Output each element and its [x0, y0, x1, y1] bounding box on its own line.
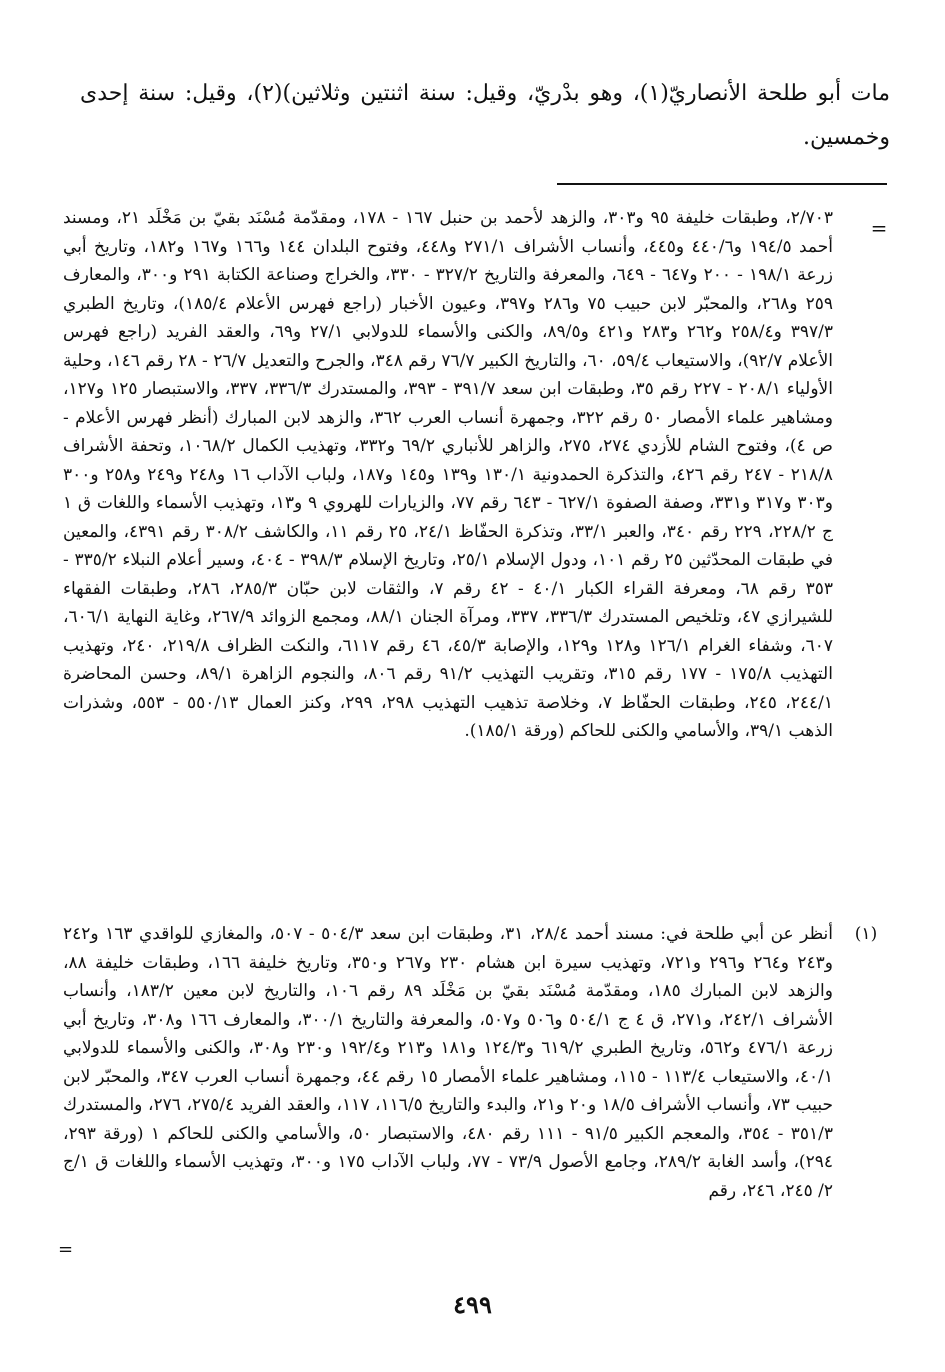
footnote-1-text: أنظر عن أبي طلحة في: مسند أحمد ٢٨/٤، ٣١، وطبقات ابن سعد ٥٠٤/٣ - ٥٠٧، والمغازي للواقدي ١٦٣ و٢٤٢ و٢٤٣ و٢٦٤ و٢٩٦ و٧٢١، وتهذيب سيرة ابن هشام ٢٣٠ و٢٦٧ و٣٥٠، وتاريخ خليفة ١٦٦، وطبقات خليفة ٨٨، والزهد لابن المبارك ١٨٥، ومقدّمة مُسْنَد بقيّ بن مَخْلَد ٨٩ رقم ١٠٦، والتاريخ لابن معين ١٨٣/٢، وأنساب الأشراف ٢٤٢/١، و٢٧١، ق ٤ ج ٥٠٤/١ و٥٠٦ و٥٠٧، والمعرفة والتاريخ ٣٠٠/١، والمعارف ١٦٦ و٣٠٨، وتاريخ أبي زرعة ٤٧٦/١ و٥٦٢، وتاريخ الطبري ٦١٩/٢ و١٢٤/٣ و١٨١ و٢١٣ و١٩٢/٤ و٢٣٠ و٣٠٨، والكنى والأسماء للدولابي ٤٠/١، والاستيعاب ١١٣/٤ - ١١٥، ومشاهير علماء الأمصار ١٥ رقم ٤٤، وجمهرة أنساب العرب ٣٤٧، والمحبّر لابن حبيب ٧٣، وأنساب الأشراف ١٨/٥ و٢٠ و٢١، والبدء والتاريخ ١١٦/٥، ١١٧، والعقد الفريد ٢٧٥/٤، ٢٧٦، والمستدرك ٣٥١/٣ - ٣٥٤، والمعجم الكبير ٩١/٥ - ١١١ رقم ٤٨٠، والاستبصار ٥٠، والأسامي والكنى للحاكم ١ (ورقة ٢٩٣، ٢٩٤)، وأسد الغابة ٢٨٩/٢، وجامع الأصول ٧٣/٩ - ٧٧، ولباب الآداب ١٧٥ و٣٠٠، وتهذيب الأسماء واللغات ق ١/ج ٢/ ٢٤٥، ٢٤٦، رقم — [63, 924, 833, 1201]
footnote-continues-mark: = — [58, 1239, 74, 1260]
footnote-divider — [557, 183, 887, 185]
footnote-continuation-text: ٢/٧٠٣، وطبقات خليفة ٩٥ و٣٠٣، والزهد لأحمد بن حنبل ١٦٧ - ١٧٨، ومقدّمة مُسْنَد بقيّ بن مَخْلَد ٢١، ومسند أحمد ١٩٤/٥ و٤٤٠/٦ و٤٤٥، وأنساب الأشراف ٢٧١/١ و٤٤٨، وفتوح البلدان ١٤٤ و١٦٦ و١٦٧ و١٨٢، وتاريخ أبي زرعة ١٩٨/١ - ٢٠٠ و٦٤٧ - ٦٤٩، والمعرفة والتاريخ ٣٢٧/٢ - ٣٣٠، والخراج وصناعة الكتابة ٢٩١ و٣٠٠، والمعارف ٢٥٩ و٢٦٨، والمحبّر لابن حبيب ٧٥ و٢٨٦ و٣٩٧، وعيون الأخبار (راجع فهرس الأعلام ١٨٥/٤)، وتاريخ الطبري ٣٩٧/٣ و٢٥٨/٤ و٢٦٢ و٢٨٣ و٤٢١ و٨٩/٥، والكنى والأسماء للدولابي ٢٧/١ و٦٩، والعقد الفريد (راجع فهرس الأعلام ٩٢/٧)، والاستيعاب ٥٩/٤، ٦٠، والتاريخ الكبير ٧٦/٧ رقم ٣٤٨، والجرح والتعديل ٢٦/٧ - ٢٨ رقم ١٤٦، وحلية الأولياء ٢٠٨/١ - ٢٢٧ رقم ٣٥، وطبقات ابن سعد ٣٩١/٧ - ٣٩٣، والمستدرك ٣٣٦/٣، ٣٣٧، والاستبصار ١٢٥ و١٢٧، ومشاهير علماء الأمصار ٥٠ رقم ٣٢٢، وجمهرة أنساب العرب ٣٦٢، والزهد لابن المبارك (أنظر فهرس الأعلام - ص ٤)، وفتوح الشام للأزدي ٢٧٤، ٢٧٥، والزاهر للأنباري ٦٩/٢ و٣٣٢، وتهذيب الكمال ١٠٦٨/٢، وتحفة الأشراف ٢١٨/٨ - ٢٤٧ رقم ٤٢٦، والتذكرة الحمدونية ١٣٠/١ و١٣٩ و١٤٥ و١٨٧، ولباب الآداب ١٦ و٢٤٨ و٢٤٩ و٢٥٨ و٣٠٠ و٣٠٣ و٣١٧ و٣٣١، وصفة الصفوة ٦٢٧/١ - ٦٤٣ رقم ٧٧، والزيارات للهروي ٩ و١٣، وتهذيب الأسماء واللغات ق ١ ج ٢٢٨/٢، ٢٢٩ رقم ٣٤٠، والعبر ٣٣/١، وتذكرة الحفّاظ ٢٤/١، ٢٥ رقم ١١، والكاشف ٣٠٨/٢ رقم ٤٣٩١، والمعين في طبقات المحدّثين ٢٥ رقم ١٠١، ودول الإسلام ٢٥/١، وتاريخ الإسلام ٣٩٨/٣ - ٤٠٤، وسير أعلام النبلاء ٣٣٥/٢ - ٣٥٣ رقم ٦٨، ومعرفة القراء الكبار ٤٠/١ - ٤٢ رقم ٧، والثقات لابن حبّان ٢٨٥/٣، ٢٨٦، وطبقات الفقهاء للشيرازي ٤٧، وتلخيص المستدرك ٣٣٦/٣، ٣٣٧، ومرآة الجنان ٨٨/١، ومجمع الزوائد ٢٦٧/٩، وغاية النهاية ٦٠٦/١، ٦٠٧، وشفاء الغرام ١٢٦/١ و١٢٨ و١٢٩، والإصابة ٤٥/٣، ٤٦ رقم ٦١١٧، والنكت الظراف ٢١٩/٨، ٢٤٠، وتهذيب التهذيب ١٧٥/٨ - ١٧٧ رقم ٣١٥، وتقريب التهذيب ٩١/٢ رقم ٨٠٦، والنجوم الزاهرة ٨٩/١، وحسن المحاضرة ٢٤٤/١، ٢٤٥، وطبقات الحفّاظ ٧، وخلاصة تذهيب التهذيب ٢٩٨، ٢٩٩، وكنز العمال ٥٥٠/١٣ - ٥٥٣، وشذرات الذهب ٣٩/١، والأسامي والكنى للحاكم (ورقة ١٨٥/١). — [63, 208, 833, 741]
main-text-paragraph: مات أبو طلحة الأنصاريّ(١)، وهو بدْريّ، وقيل: سنة اثنتين وثلاثين)(٢)، وقيل: سنة إحدى وخمسين. — [80, 81, 890, 150]
page-number: ٤٩٩ — [453, 1290, 492, 1319]
footnote-1-marker: (١) — [854, 924, 878, 944]
footnote-continuation-marker: = — [870, 216, 888, 240]
